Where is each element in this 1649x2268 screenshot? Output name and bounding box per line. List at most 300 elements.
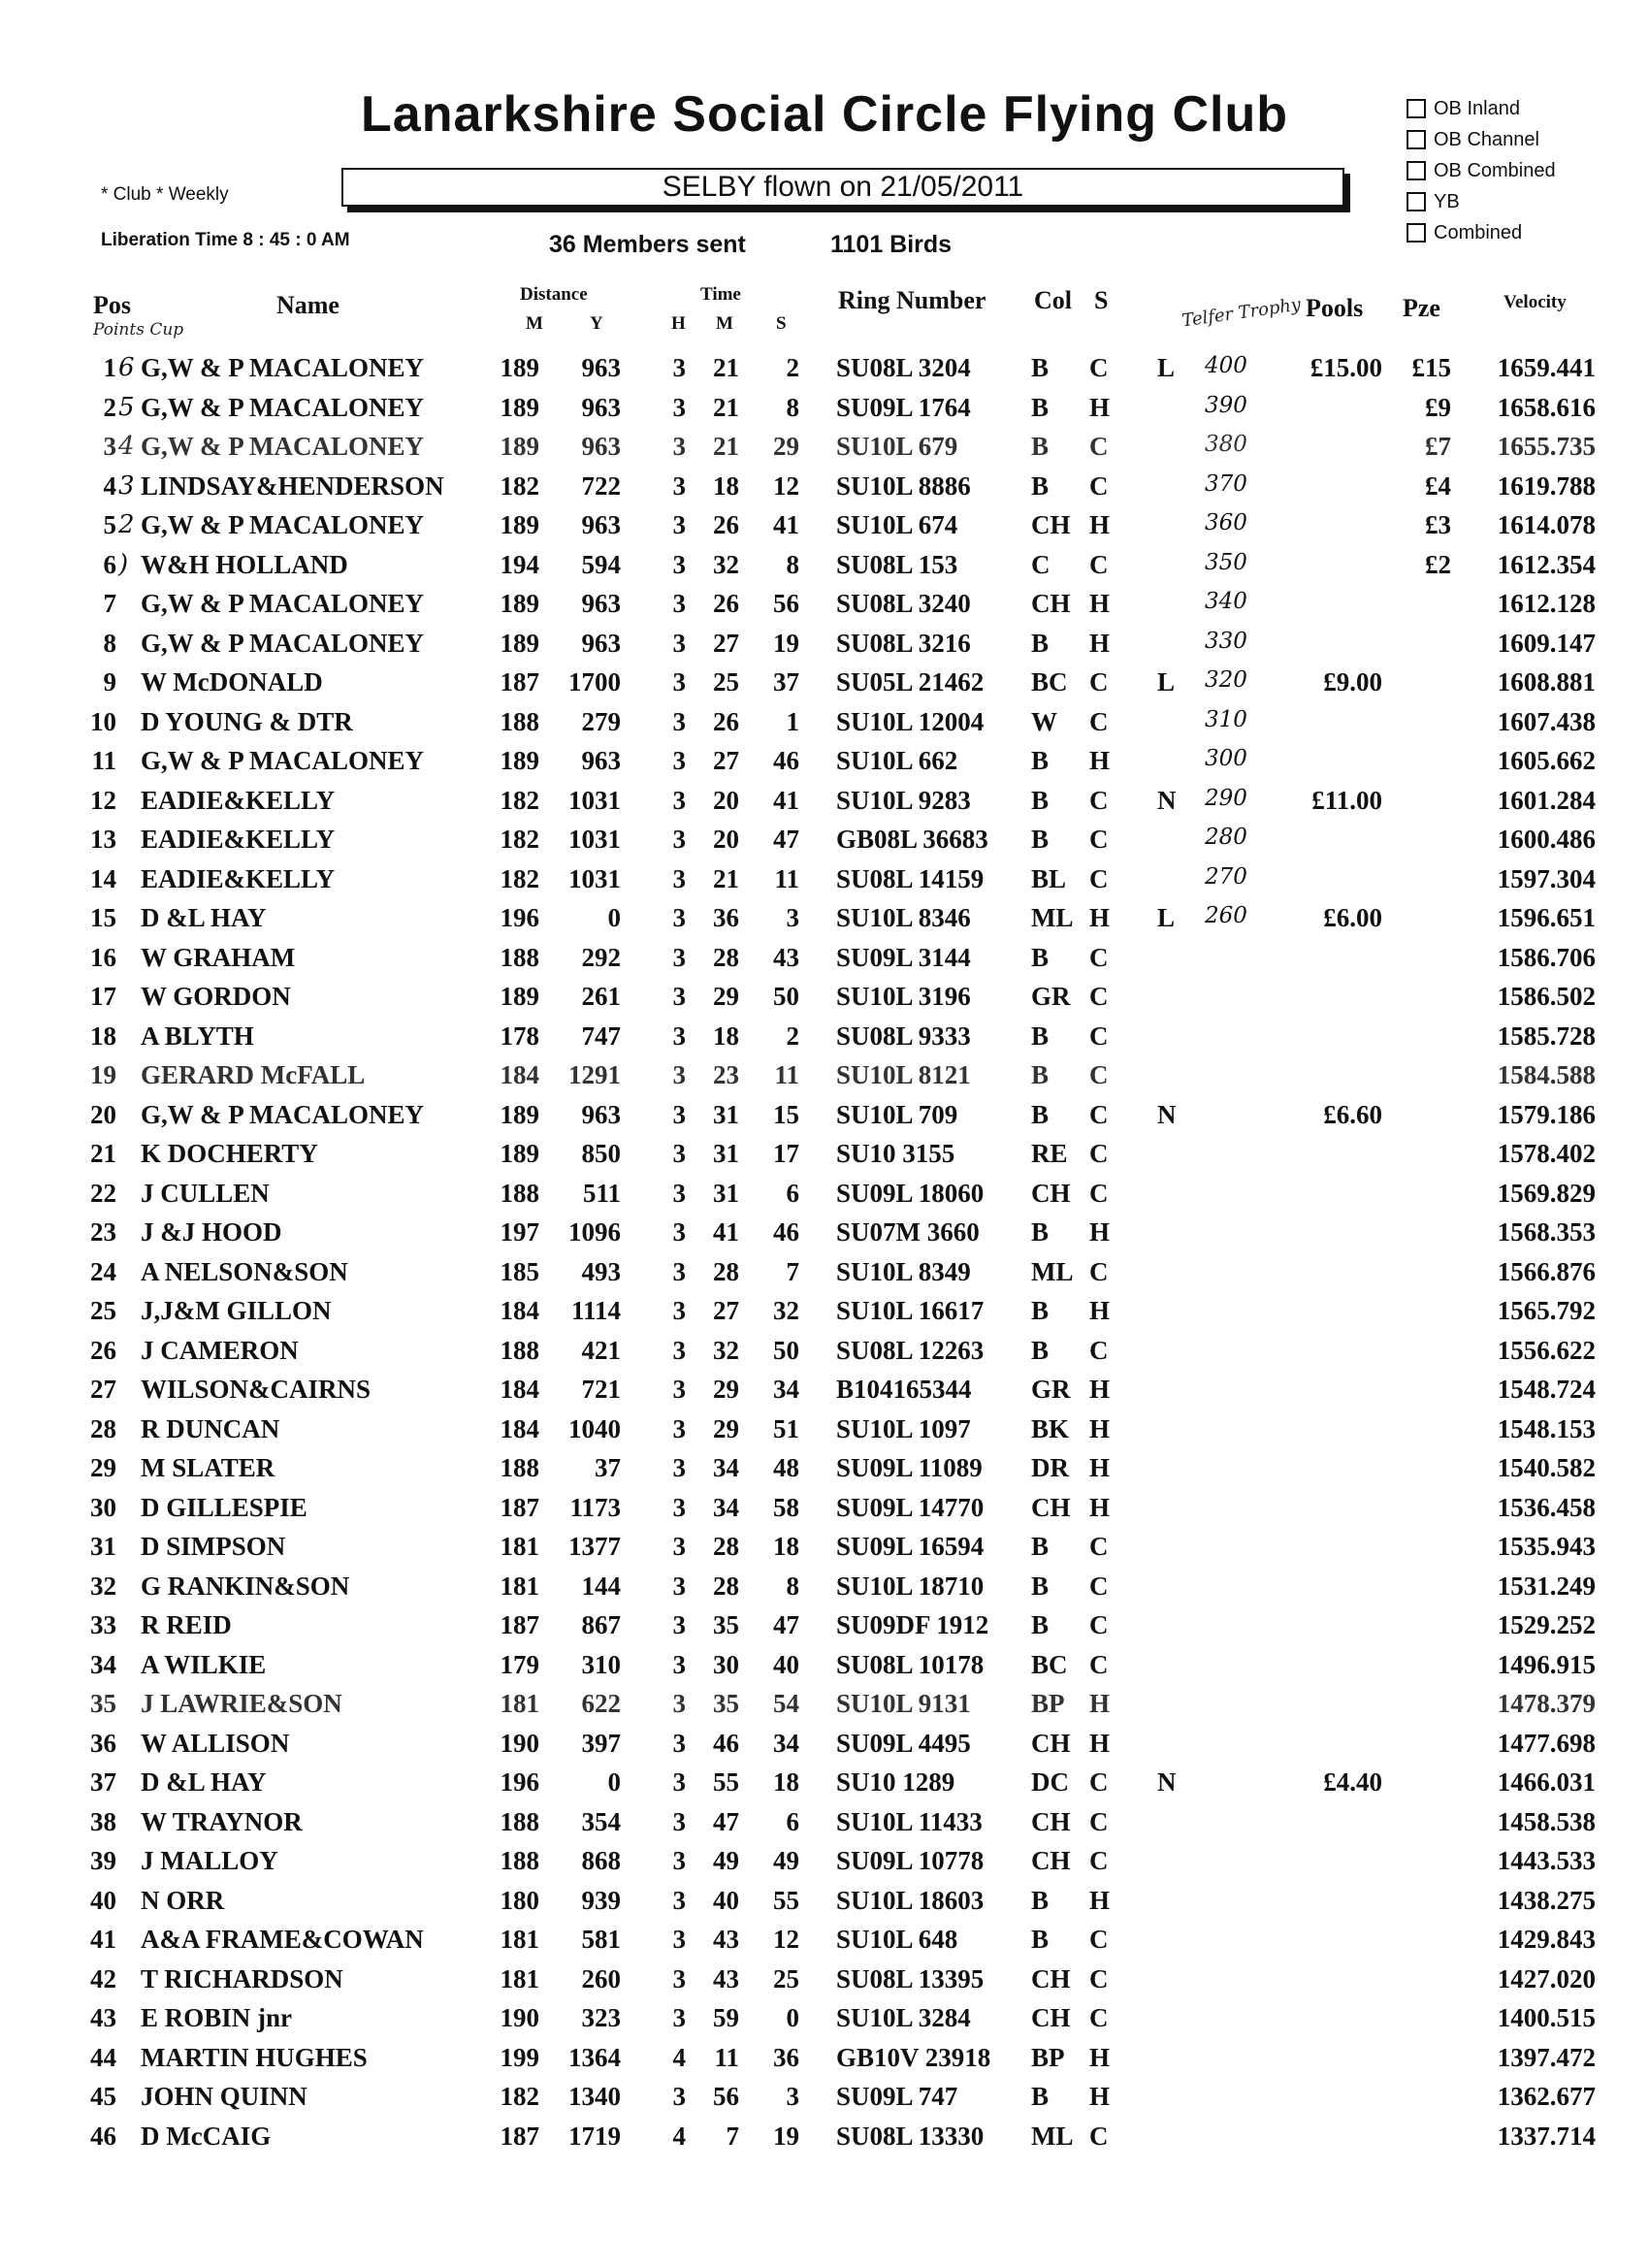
distance-miles: 187 xyxy=(500,1492,539,1522)
sex: C xyxy=(1089,432,1109,461)
sex: C xyxy=(1089,1335,1109,1365)
sex: H xyxy=(1089,1453,1111,1482)
sex: H xyxy=(1089,746,1111,775)
distance-yards: 939 xyxy=(581,1885,621,1915)
option-label: OB Channel xyxy=(1434,128,1539,150)
distance-miles: 181 xyxy=(500,1532,539,1561)
member-name: R REID xyxy=(141,1610,232,1639)
colour: BC xyxy=(1031,667,1068,697)
ring-number: SU10L 709 xyxy=(836,1099,958,1129)
table-row xyxy=(0,782,1649,822)
table-row xyxy=(0,1018,1649,1057)
time-seconds: 48 xyxy=(773,1453,799,1482)
checkbox-icon[interactable] xyxy=(1406,130,1426,149)
member-name: D YOUNG & DTR xyxy=(141,706,353,736)
time-seconds: 7 xyxy=(786,1256,799,1286)
time-hours: 3 xyxy=(672,1296,686,1325)
time-seconds: 50 xyxy=(773,1335,799,1365)
header-colour: Col xyxy=(1034,286,1072,314)
time-minutes: 18 xyxy=(713,470,739,501)
ring-number: SU10L 674 xyxy=(836,510,958,539)
pool-type: L xyxy=(1157,353,1176,382)
time-seconds: 55 xyxy=(773,1885,799,1915)
ring-number: SU08L 14159 xyxy=(836,863,985,893)
table-row xyxy=(0,742,1649,782)
colour: B xyxy=(1031,470,1050,501)
time-hours: 3 xyxy=(672,1178,686,1208)
sex: C xyxy=(1089,706,1109,736)
table-row xyxy=(0,1999,1649,2039)
time-hours: 3 xyxy=(672,863,686,893)
position: 39 xyxy=(90,1846,116,1875)
time-hours: 3 xyxy=(672,785,686,815)
time-hours: 3 xyxy=(672,1099,686,1129)
sex: C xyxy=(1089,1610,1109,1639)
position: 30 xyxy=(90,1492,116,1522)
position: 18 xyxy=(90,1021,116,1051)
table-row xyxy=(0,1685,1649,1725)
handwritten-telfer-trophy: Telfer Trophy xyxy=(1180,294,1303,332)
distance-yards: 397 xyxy=(581,1728,621,1758)
time-hours: 3 xyxy=(672,1413,686,1443)
time-hours: 3 xyxy=(672,1375,686,1404)
ring-number: SU08L 13395 xyxy=(836,1963,985,1993)
velocity: 1477.698 xyxy=(1497,1728,1596,1758)
handwritten-points: 310 xyxy=(1205,706,1247,732)
liberation-time: Liberation Time 8 : 45 : 0 AM xyxy=(101,230,350,250)
sex: C xyxy=(1089,942,1109,972)
sex: H xyxy=(1089,2082,1111,2111)
ring-number: SU09L 16594 xyxy=(836,1532,985,1561)
sex: C xyxy=(1089,825,1109,854)
distance-miles: 182 xyxy=(500,863,539,893)
time-seconds: 29 xyxy=(773,432,799,461)
velocity: 1548.153 xyxy=(1497,1413,1596,1443)
sex: H xyxy=(1089,2042,1111,2072)
velocity: 1536.458 xyxy=(1497,1492,1596,1522)
table-row xyxy=(0,1056,1649,1096)
sex: C xyxy=(1089,1139,1109,1168)
time-seconds: 2 xyxy=(786,353,799,382)
time-minutes: 23 xyxy=(713,1060,739,1089)
colour: B xyxy=(1031,1925,1050,1954)
time-minutes: 49 xyxy=(713,1846,739,1875)
velocity: 1531.249 xyxy=(1497,1571,1596,1601)
time-minutes: 34 xyxy=(713,1453,739,1482)
velocity: 1397.472 xyxy=(1497,2042,1596,2072)
time-minutes: 32 xyxy=(713,1335,739,1365)
checkbox-icon[interactable] xyxy=(1406,161,1426,180)
table-row xyxy=(0,860,1649,900)
velocity: 1586.502 xyxy=(1497,982,1596,1011)
pools-amount: £15.00 xyxy=(1310,353,1382,382)
time-seconds: 58 xyxy=(773,1492,799,1522)
race-title-box: SELBY flown on 21/05/2011 xyxy=(341,168,1344,207)
table-row xyxy=(0,1568,1649,1607)
ring-number: SU10L 11433 xyxy=(836,1806,983,1836)
results-table xyxy=(0,349,1649,2156)
time-seconds: 1 xyxy=(786,706,799,736)
time-seconds: 56 xyxy=(773,589,799,618)
sex: H xyxy=(1089,903,1111,932)
distance-miles: 189 xyxy=(500,1139,539,1168)
distance-miles: 187 xyxy=(500,1610,539,1639)
colour: DC xyxy=(1031,1767,1069,1797)
option-label: Combined xyxy=(1434,221,1523,243)
time-minutes: 29 xyxy=(713,982,739,1011)
handwritten-points: 360 xyxy=(1205,510,1247,535)
velocity: 1655.735 xyxy=(1497,432,1596,461)
distance-miles: 181 xyxy=(500,1571,539,1601)
header-velocity: Velocity xyxy=(1504,292,1567,312)
club-title: Lanarkshire Social Circle Flying Club xyxy=(361,86,1288,143)
table-row xyxy=(0,1489,1649,1529)
velocity: 1596.651 xyxy=(1497,903,1596,932)
option-ob-inland[interactable] xyxy=(1406,93,1556,124)
member-name: W GRAHAM xyxy=(141,942,296,972)
distance-miles: 181 xyxy=(500,1925,539,1954)
time-minutes: 29 xyxy=(713,1413,739,1443)
position: 46 xyxy=(90,2121,116,2151)
member-name: W TRAYNOR xyxy=(141,1806,303,1836)
time-minutes: 41 xyxy=(713,1217,739,1247)
time-minutes: 26 xyxy=(713,589,739,618)
member-name: R DUNCAN xyxy=(141,1413,280,1443)
position: 31 xyxy=(90,1532,116,1561)
ring-number: SU10L 8346 xyxy=(836,903,971,932)
distance-yards: 963 xyxy=(581,746,621,775)
velocity: 1607.438 xyxy=(1497,706,1596,736)
handwritten-position: 5 xyxy=(118,392,135,422)
velocity: 1478.379 xyxy=(1497,1689,1596,1718)
sex: C xyxy=(1089,1099,1109,1129)
velocity: 1584.588 xyxy=(1497,1060,1596,1089)
sex: C xyxy=(1089,982,1109,1011)
prize-amount: £9 xyxy=(1425,392,1451,422)
member-name: W&H HOLLAND xyxy=(141,549,348,579)
distance-miles: 182 xyxy=(500,2082,539,2111)
sex: C xyxy=(1089,667,1109,697)
time-minutes: 59 xyxy=(713,2003,739,2032)
table-row xyxy=(0,1764,1649,1803)
position: 26 xyxy=(90,1335,116,1365)
velocity: 1427.020 xyxy=(1497,1963,1596,1993)
velocity: 1614.078 xyxy=(1497,510,1596,539)
distance-yards: 622 xyxy=(581,1689,621,1718)
ring-number: SU09L 1764 xyxy=(836,392,971,422)
colour: CH xyxy=(1031,1728,1071,1758)
velocity: 1535.943 xyxy=(1497,1532,1596,1561)
header-miles: M xyxy=(526,313,543,334)
table-row xyxy=(0,1135,1649,1175)
handwritten-points: 330 xyxy=(1205,628,1247,654)
time-minutes: 21 xyxy=(713,353,739,382)
members-sent: 36 Members sent xyxy=(549,231,746,258)
handwritten-points: 350 xyxy=(1205,549,1247,575)
time-minutes: 28 xyxy=(713,942,739,972)
ring-number: SU09L 4495 xyxy=(836,1728,971,1758)
distance-yards: 1377 xyxy=(568,1532,621,1561)
velocity: 1429.843 xyxy=(1497,1925,1596,1954)
ring-number: SU08L 12263 xyxy=(836,1335,985,1365)
member-name: G,W & P MACALONEY xyxy=(141,510,425,539)
member-name: G,W & P MACALONEY xyxy=(141,353,425,382)
velocity: 1659.441 xyxy=(1497,353,1596,382)
sex: C xyxy=(1089,1846,1109,1875)
sex: C xyxy=(1089,1767,1109,1797)
colour: CH xyxy=(1031,2003,1071,2032)
time-hours: 3 xyxy=(672,1885,686,1915)
table-row xyxy=(0,2039,1649,2079)
header-name: Name xyxy=(276,291,340,319)
velocity: 1565.792 xyxy=(1497,1296,1596,1325)
distance-yards: 1031 xyxy=(568,863,621,893)
distance-miles: 197 xyxy=(500,1217,539,1247)
distance-yards: 310 xyxy=(581,1649,621,1679)
ring-number: GB08L 36683 xyxy=(836,825,988,854)
ring-number: SU09DF 1912 xyxy=(836,1610,989,1639)
time-seconds: 12 xyxy=(773,1925,799,1954)
time-seconds: 47 xyxy=(773,825,799,854)
distance-miles: 188 xyxy=(500,1806,539,1836)
option-ob-combined[interactable] xyxy=(1406,155,1556,186)
distance-miles: 190 xyxy=(500,1728,539,1758)
time-seconds: 3 xyxy=(786,2082,799,2111)
table-row xyxy=(0,1096,1649,1136)
handwritten-points: 400 xyxy=(1205,353,1247,378)
distance-yards: 1173 xyxy=(569,1492,621,1522)
ring-number: SU10 3155 xyxy=(836,1139,955,1168)
sex: H xyxy=(1089,1217,1111,1247)
birds-sent: 1101 Birds xyxy=(830,231,953,258)
option-combined[interactable] xyxy=(1406,217,1556,248)
time-minutes: 31 xyxy=(713,1178,739,1208)
time-seconds: 19 xyxy=(773,628,799,658)
ring-number: SU05L 21462 xyxy=(836,667,985,697)
table-row xyxy=(0,1253,1649,1293)
time-hours: 3 xyxy=(672,1806,686,1836)
sex: H xyxy=(1089,1296,1111,1325)
sex: C xyxy=(1089,1532,1109,1561)
option-label: OB Combined xyxy=(1434,159,1556,181)
checkbox-icon[interactable] xyxy=(1406,99,1426,118)
table-row xyxy=(0,1214,1649,1253)
velocity: 1529.252 xyxy=(1497,1610,1596,1639)
time-hours: 3 xyxy=(672,1767,686,1797)
distance-miles: 188 xyxy=(500,942,539,972)
table-row xyxy=(0,428,1649,468)
sex: H xyxy=(1089,1492,1111,1522)
position: 16 xyxy=(90,942,116,972)
colour: B xyxy=(1031,1060,1050,1089)
time-minutes: 21 xyxy=(713,863,739,893)
header-ring-number: Ring Number xyxy=(838,286,986,314)
sex: C xyxy=(1089,1649,1109,1679)
time-seconds: 51 xyxy=(773,1413,799,1443)
sex: C xyxy=(1089,863,1109,893)
distance-yards: 1096 xyxy=(568,1217,621,1247)
velocity: 1337.714 xyxy=(1497,2121,1596,2151)
table-row xyxy=(0,468,1649,507)
member-name: J CULLEN xyxy=(141,1178,270,1208)
distance-miles: 180 xyxy=(500,1885,539,1915)
time-seconds: 46 xyxy=(773,746,799,775)
position: 10 xyxy=(90,706,116,736)
distance-miles: 190 xyxy=(500,2003,539,2032)
time-seconds: 46 xyxy=(773,1217,799,1247)
ring-number: SU10L 12004 xyxy=(836,706,985,736)
ring-number: SU09L 18060 xyxy=(836,1178,985,1208)
velocity: 1619.788 xyxy=(1497,470,1596,501)
member-name: D SIMPSON xyxy=(141,1532,286,1561)
member-name: W GORDON xyxy=(141,982,291,1011)
handwritten-points: 340 xyxy=(1205,589,1247,614)
distance-yards: 1040 xyxy=(568,1413,621,1443)
time-hours: 3 xyxy=(672,2003,686,2032)
distance-miles: 189 xyxy=(500,392,539,422)
ring-number: SU08L 13330 xyxy=(836,2121,985,2151)
time-seconds: 34 xyxy=(773,1375,799,1404)
time-minutes: 20 xyxy=(713,825,739,854)
sex: C xyxy=(1089,1178,1109,1208)
header-prize: Pze xyxy=(1403,294,1440,322)
header-seconds: S xyxy=(776,313,787,334)
distance-yards: 323 xyxy=(581,2003,621,2032)
checkbox-icon[interactable] xyxy=(1406,223,1426,243)
distance-yards: 594 xyxy=(581,549,621,579)
time-seconds: 54 xyxy=(773,1689,799,1718)
position: 27 xyxy=(90,1375,116,1404)
time-minutes: 7 xyxy=(726,2121,739,2151)
time-minutes: 21 xyxy=(713,432,739,461)
time-seconds: 40 xyxy=(773,1649,799,1679)
distance-yards: 963 xyxy=(581,392,621,422)
colour: BC xyxy=(1031,1649,1068,1679)
member-name: G,W & P MACALONEY xyxy=(141,432,425,461)
distance-miles: 187 xyxy=(500,2121,539,2151)
colour: GR xyxy=(1031,982,1071,1011)
member-name: J,J&M GILLON xyxy=(141,1296,332,1325)
table-row xyxy=(0,625,1649,664)
time-hours: 3 xyxy=(672,2082,686,2111)
time-hours: 3 xyxy=(672,1256,686,1286)
colour: B xyxy=(1031,1296,1050,1325)
time-seconds: 37 xyxy=(773,667,799,697)
distance-miles: 181 xyxy=(500,1963,539,1993)
velocity: 1609.147 xyxy=(1497,628,1596,658)
member-name: G RANKIN&SON xyxy=(141,1571,350,1601)
colour: CH xyxy=(1031,589,1071,618)
time-minutes: 28 xyxy=(713,1532,739,1561)
handwritten-points: 370 xyxy=(1205,470,1247,497)
member-name: G,W & P MACALONEY xyxy=(141,628,425,658)
time-minutes: 29 xyxy=(713,1375,739,1404)
distance-miles: 189 xyxy=(500,589,539,618)
position: 44 xyxy=(90,2042,116,2072)
sex: C xyxy=(1089,470,1109,501)
ring-number: SU08L 9333 xyxy=(836,1021,971,1051)
distance-yards: 963 xyxy=(581,432,621,461)
ring-number: SU10 1289 xyxy=(836,1767,955,1797)
checkbox-icon[interactable] xyxy=(1406,192,1426,211)
sex: C xyxy=(1089,1806,1109,1836)
time-seconds: 41 xyxy=(773,510,799,539)
time-hours: 3 xyxy=(672,903,686,932)
ring-number: SU08L 153 xyxy=(836,549,958,579)
sex: H xyxy=(1089,1689,1111,1718)
table-row xyxy=(0,1175,1649,1215)
position: 17 xyxy=(90,982,116,1011)
colour: GR xyxy=(1031,1375,1071,1404)
colour: B xyxy=(1031,1885,1050,1915)
distance-yards: 963 xyxy=(581,510,621,539)
time-minutes: 27 xyxy=(713,1296,739,1325)
member-name: WILSON&CAIRNS xyxy=(141,1375,372,1404)
distance-yards: 1031 xyxy=(568,785,621,815)
member-name: GERARD McFALL xyxy=(141,1060,366,1089)
option-yb[interactable] xyxy=(1406,186,1556,217)
position: 24 xyxy=(90,1256,116,1286)
time-hours: 3 xyxy=(672,746,686,775)
distance-miles: 194 xyxy=(500,549,539,579)
time-hours: 3 xyxy=(672,1925,686,1954)
position: 35 xyxy=(90,1689,116,1718)
velocity: 1400.515 xyxy=(1497,2003,1596,2032)
handwritten-points: 290 xyxy=(1205,785,1247,811)
position: 22 xyxy=(90,1178,116,1208)
time-seconds: 32 xyxy=(773,1296,799,1325)
colour: B xyxy=(1031,1532,1050,1561)
handwritten-position: 2 xyxy=(118,510,135,539)
ring-number: SU10L 8886 xyxy=(836,470,971,501)
distance-miles: 196 xyxy=(500,1767,539,1797)
velocity: 1568.353 xyxy=(1497,1217,1596,1247)
option-ob-channel[interactable] xyxy=(1406,124,1556,155)
distance-miles: 187 xyxy=(500,667,539,697)
time-seconds: 15 xyxy=(773,1099,799,1129)
colour: C xyxy=(1031,549,1051,579)
sex: C xyxy=(1089,1963,1109,1993)
distance-yards: 1719 xyxy=(568,2121,621,2151)
colour: B xyxy=(1031,1021,1050,1051)
pool-type: N xyxy=(1157,1099,1177,1129)
distance-yards: 0 xyxy=(607,1767,621,1797)
member-name: D McCAIG xyxy=(141,2121,272,2151)
colour: CH xyxy=(1031,1846,1071,1875)
velocity: 1579.186 xyxy=(1497,1099,1596,1129)
distance-yards: 260 xyxy=(581,1963,621,1993)
table-row xyxy=(0,1449,1649,1489)
colour: B xyxy=(1031,825,1050,854)
position: 19 xyxy=(90,1060,116,1089)
distance-yards: 37 xyxy=(595,1453,621,1482)
ring-number: SU10L 679 xyxy=(836,432,958,461)
time-seconds: 19 xyxy=(773,2121,799,2151)
time-seconds: 36 xyxy=(773,2042,799,2072)
colour: ML xyxy=(1031,2121,1074,2151)
distance-yards: 1364 xyxy=(568,2042,621,2072)
distance-yards: 493 xyxy=(581,1256,621,1286)
sex: H xyxy=(1089,1885,1111,1915)
prize-amount: £4 xyxy=(1425,470,1451,501)
distance-yards: 963 xyxy=(581,589,621,618)
member-name: EADIE&KELLY xyxy=(141,825,336,854)
ring-number: SU10L 18603 xyxy=(836,1885,985,1915)
time-hours: 3 xyxy=(672,1728,686,1758)
time-minutes: 35 xyxy=(713,1610,739,1639)
position: 25 xyxy=(90,1296,116,1325)
time-seconds: 6 xyxy=(786,1178,799,1208)
